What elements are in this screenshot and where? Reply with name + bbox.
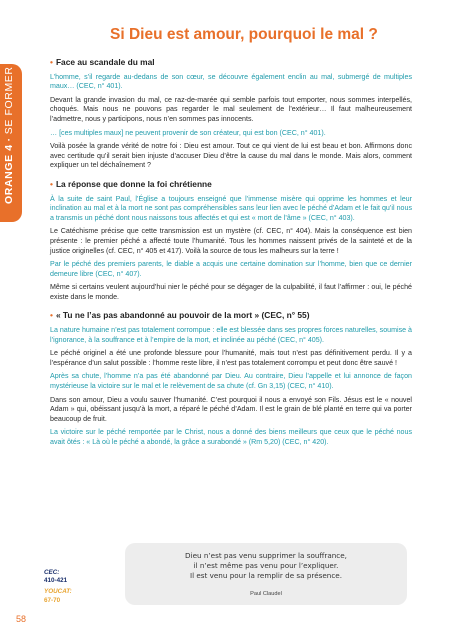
bullet-icon: •	[50, 178, 53, 189]
section-heading: • Face au scandale du mal	[50, 57, 155, 67]
bullet-icon: •	[50, 310, 53, 321]
catechism-quote: L’homme, s’il regarde au-dedans de son cœur, se découvre également enclin au mal, submergé de multiples maux… (CEC, n° 401).	[50, 72, 412, 91]
section-heading: • « Tu ne l’as pas abandonné au pouvoir de la mort » (CEC, n° 55)	[50, 310, 310, 321]
catechism-quote: À la suite de saint Paul, l’Église a toujours enseigné que l’immense misère qui opprime les hommes et leur inclination au mal et à la mort ne sont pas compréhensibles sans leur lien avec le péché d’Adam et le fait qu’il nous a transmis un péché dont nous naissons tous affectés et qui est « mort de l’âme » (CEC, n° 403).	[50, 194, 412, 222]
quote-line: Il est venu pour la remplir de sa présence.	[189, 570, 343, 580]
catechism-quote: … [ces multiples maux] ne peuvent provenir de son créateur, qui est bon (CEC, n° 401).	[50, 128, 326, 137]
quote-line: Dieu n’est pas venu supprimer la souffrance,	[185, 551, 347, 560]
youcat-ref-label: YOUCAT:	[44, 588, 72, 596]
side-tab-topic: SE FORMER	[3, 66, 15, 135]
commentary-paragraph: Le péché originel a été une profonde blessure pour l’humanité, mais tout n’est pas définitivement perdu. Il y a l’espérance d’un salut possible : l’homme reste libre, il n’est pas totalement corrompu et peut donc être sauvé !	[50, 349, 412, 367]
catechism-quote: Après sa chute, l’homme n’a pas été abandonné par Dieu. Au contraire, Dieu l’appelle et lui annonce de façon mystérieuse la victoire sur le mal et le relèvement de sa chute (cf. Gn 3,15) (CEC, n° 410).	[50, 372, 412, 391]
quote-author: Paul Claudel	[250, 591, 282, 597]
side-tab-part: ORANGE 4	[3, 144, 15, 204]
commentary-paragraph: Devant la grande invasion du mal, ce raz-de-marée qui semble parfois tout emporter, nous sommes interpellés, choqués. Mais nous ne pouvons pas regarder le mal seulement de l’extérieur… Il faut malheureusement l’admettre, nous y participons, nous n’en sommes pas innocents.	[50, 95, 412, 123]
catechism-quote: La victoire sur le péché remportée par le Christ, nous a donné des biens meilleurs que ceux que le péché nous avait ôtés : « Là où le péché a abondé, la grâce a surabondé » (Rm 5,20) (CEC, n° 420).	[50, 428, 412, 446]
side-tab-label	[3, 66, 15, 204]
quote-text	[125, 551, 407, 580]
quote-line: il n’est même pas venu pour l’expliquer.	[193, 560, 339, 570]
cec-ref-label: CEC:	[44, 569, 60, 576]
commentary-paragraph: Même si certains veulent aujourd’hui nier le péché pour se dégager de la culpabilité, il faut l’affirmer : oui, le péché existe dans le monde.	[50, 283, 412, 301]
youcat-ref-value: 67-70	[44, 596, 61, 604]
article-body	[50, 54, 412, 452]
quote-box	[125, 543, 407, 605]
page-title: Si Dieu est amour, pourquoi le mal ?	[110, 26, 378, 43]
catechism-quote: Par le péché des premiers parents, le diable a acquis une certaine domination sur l’homme, bien que ce dernier demeure libre (CEC, n° 407).	[50, 260, 412, 278]
catechism-quote: La nature humaine n’est pas totalement corrompue : elle est blessée dans ses propres forces naturelles, soumise à l’ignorance, à la souffrance et à l’empire de la mort, et inclinée au péché (CEC, n° 405).	[50, 326, 412, 344]
bullet-icon: •	[50, 57, 53, 67]
commentary-paragraph: Voilà posée la grande vérité de notre foi : Dieu est amour. Tout ce qui vient de lui est beau et bon. Affirmons donc avec certitude qu’il serait bien injuste d’accuser Dieu d’être la cause du mal dans le monde. Mais alors, comment expliquer un tel déchaînement ?	[50, 142, 412, 170]
section-heading: • La réponse que donne la foi chrétienne	[50, 178, 212, 189]
side-tab-separator: ·	[3, 137, 15, 142]
commentary-paragraph: Dans son amour, Dieu a voulu sauver l’humanité. C’est pourquoi il nous a envoyé son Fils. Jésus est le « nouvel Adam » qui, obéissant jusqu’à la mort, a réparé le péché d’Adam. Il est le grain de blé planté en terre qui va porter beaucoup de fruit.	[50, 395, 412, 423]
page-number: 58	[16, 614, 27, 624]
cec-ref-value: 410-421	[44, 577, 68, 585]
cross-references	[44, 569, 72, 605]
commentary-paragraph: Le Catéchisme précise que cette transmission est un mystère (cf. CEC, n° 404). Mais la conséquence est bien présente : le premier péché a affecté toute l’humanité. Tous les hommes naissent privés de la sainteté et de la justice originelles (cf. CEC, n° 405 et 417). Voilà la source de tous les malheurs sur la terre !	[50, 227, 412, 255]
